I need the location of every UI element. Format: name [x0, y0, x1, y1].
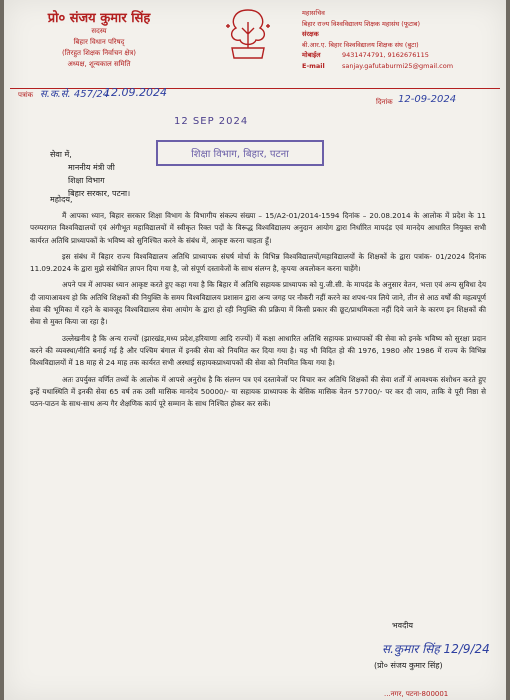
- paragraph: उल्लेखनीय है कि अन्य राज्यों (झारखंड,मध्य प्रदेश,हरियाणा आदि राज्यों) में कक्षा आधारित अतिथि सहायक प्राध्यापकों की सेवा को इनके भविष्य को सुरक्षा प्रदान करने की व्यवस्था/नीति बनाई गई है और पश्चिम बंगाल में इनकी सेवा को नियमित कर दिया गया है। यह भी विदित हो की 1976, 1980 और 1986 में राज्य के विभिन्न विश्वविद्यालयों में 18 माह से 24 माह तक कार्यरत सभी अस्थाई सहायकप्राध्यापकों की सेवा को नियमित किया गया है।: [30, 333, 486, 368]
- mobile-row: [302, 50, 502, 61]
- reference-number: स.क.से. 457/24: [40, 89, 110, 100]
- paragraph: मैं आपका ध्यान, बिहार सरकार शिक्षा विभाग के विभागीय संकल्प संख्या – 15/A2-01/2014-1594 दिनांक – 20.08.2014 के आलोक में प्रदेश के 11 परम्परागत विश्वविद्यालयों एवं अंगीभूत महाविद्यालयों में स्वीकृत रिक्त पदों के विरूद्ध विश्वविद्यालय अनुदान आयोग द्वारा निर्धारित मापदंड एवं मानदेय आधारित नियुक्त सभी कार्यरत अतिथि प्राध्यापकों के भविष्य को सुनिश्चित करने के संबंध में, आकृष्ट करना चाहता हूँ।: [30, 211, 486, 245]
- received-stamp: शिक्षा विभाग, बिहार, पटना: [156, 140, 324, 166]
- mobile-numbers: 9431474791, 9162676115: [342, 51, 429, 59]
- received-stamp-date: 12 SEP 2024: [174, 116, 249, 127]
- date-value: 12-09-2024: [398, 94, 457, 105]
- member-role: सदस्य: [91, 27, 107, 35]
- footer-address: ...नगर, पटना-800001: [384, 690, 449, 698]
- member-name: प्रो० संजय कुमार सिंह: [47, 11, 151, 26]
- salutation: महोदय,: [50, 195, 73, 204]
- reference-label: पत्रांक: [18, 91, 34, 99]
- federation-name: बिहार राज्य विश्वविद्यालय शिक्षक महासंघ (फूटाब): [302, 19, 421, 28]
- paragraph: अपने पत्र में आपका ध्यान आकृष्ट करते हुए कहा गया है कि बिहार में अतिथि सहायक प्राध्यापक को यु.जी.सी. के मापदंड के अनुसार वेतन, भत्ता एवं अन्य सुविधा देय दी जायाआवश्य हो कि अतिथि शिक्षकों की नियुक्ति के समय विश्वविद्यालय प्रशासन द्वारा अन्य जगह पर नौकरी नहीं करने का शपथ-पत्र लिये जाने, तीन से आठ वर्षों की महत्वपूर्ण सेवा की भूमिका में रहने के बावजूद विश्वविद्यालय सेवा आयोग के द्वारा हो रही नियुक्ति की प्रक्रिया में किसी प्रकार की छूट/प्राथमिकता नहीं दिये जाने के कारण इन शिक्षकों की सेवा से मुक्त किया जा रहा है।: [30, 280, 486, 327]
- house-name: बिहार विधान परिषद्: [73, 38, 125, 46]
- date-label: दिनांक: [376, 98, 393, 106]
- address-line-3: बिहार सरकार, पटना।: [68, 189, 131, 198]
- signatory-name: (प्रो० संजय कुमार सिंह): [374, 661, 443, 670]
- address-line-2: शिक्षा विभाग: [68, 176, 105, 185]
- address-block: [50, 148, 130, 200]
- paragraph: इस संबंध में बिहार राज्य विश्वविद्यालय अतिथि प्राध्यापक संघर्ष मोर्चा के विभिन्न विश्वविद्यालयों/महाविद्यालयों के शिक्षकों के द्वारा पत्रांक- 01/2024 दिनांक 11.09.2024 के द्वारा मुझे संबोधित ज्ञापन दिया गया है, जो संपूर्ण दस्तावेजों के साथ संलग्न है, कृपया अवलोकन करना चाहेंगे।: [30, 251, 486, 274]
- email-label: E-mail: [302, 61, 325, 70]
- handwritten-signature: स.कुमार सिंह 12/9/24: [382, 642, 490, 656]
- patron-org: बी.आर.ए. बिहार विश्वविद्यालय शिक्षक संघ (बुटा): [302, 40, 419, 49]
- patron-row: [302, 29, 502, 40]
- general-secretary-title: महासचिव: [302, 9, 325, 17]
- email-row: [302, 61, 502, 72]
- bodhi-tree-emblem-icon: [222, 4, 274, 62]
- email-address: sanjay.gafutaburmi25@gmail.com: [342, 61, 454, 70]
- mobile-label: मोबाईल: [302, 51, 321, 59]
- letterhead-left: [4, 4, 194, 70]
- receipt-note: 12.09.2024: [104, 86, 167, 99]
- address-line-1: माननीय मंत्री जी: [68, 163, 115, 172]
- patron-label: संरक्षक: [302, 30, 319, 38]
- letterhead-right: [302, 8, 502, 71]
- paragraph: अतः उपर्युक्त वर्णित तथ्यों के आलोक में आपसे अनुरोध है कि संलग्न पत्र एवं दस्तावेजों पर विचार कर अतिथि शिक्षकों की सेवा शर्तों में आवश्यक संशोधन करते हुए इन्हें यथास्थिति में इनकी सेवा 65 वर्ष तक उसी मासिक मानदेय 50000/- या सहायक प्राध्यापक के बेसिक मासिक वेतन 57700/- पर कर दी जाय, ताकि वे पूरी निष्ठा से पठन-पाठन के साथ-साथ अन्य गैर शैक्षणिक कार्य पूरे सम्मान के साथ निश्चित होकर कर सकें।: [30, 374, 486, 409]
- closing: भवदीय: [392, 621, 414, 630]
- constituency: (तिरहुत शिक्षक निर्वाचन क्षेत्र): [61, 49, 137, 57]
- committee: अध्यक्ष, शून्यकाल समिति: [67, 60, 131, 68]
- letter-page: [4, 0, 506, 700]
- address-line-0: सेवा में,: [50, 150, 72, 159]
- letter-body: [30, 210, 486, 414]
